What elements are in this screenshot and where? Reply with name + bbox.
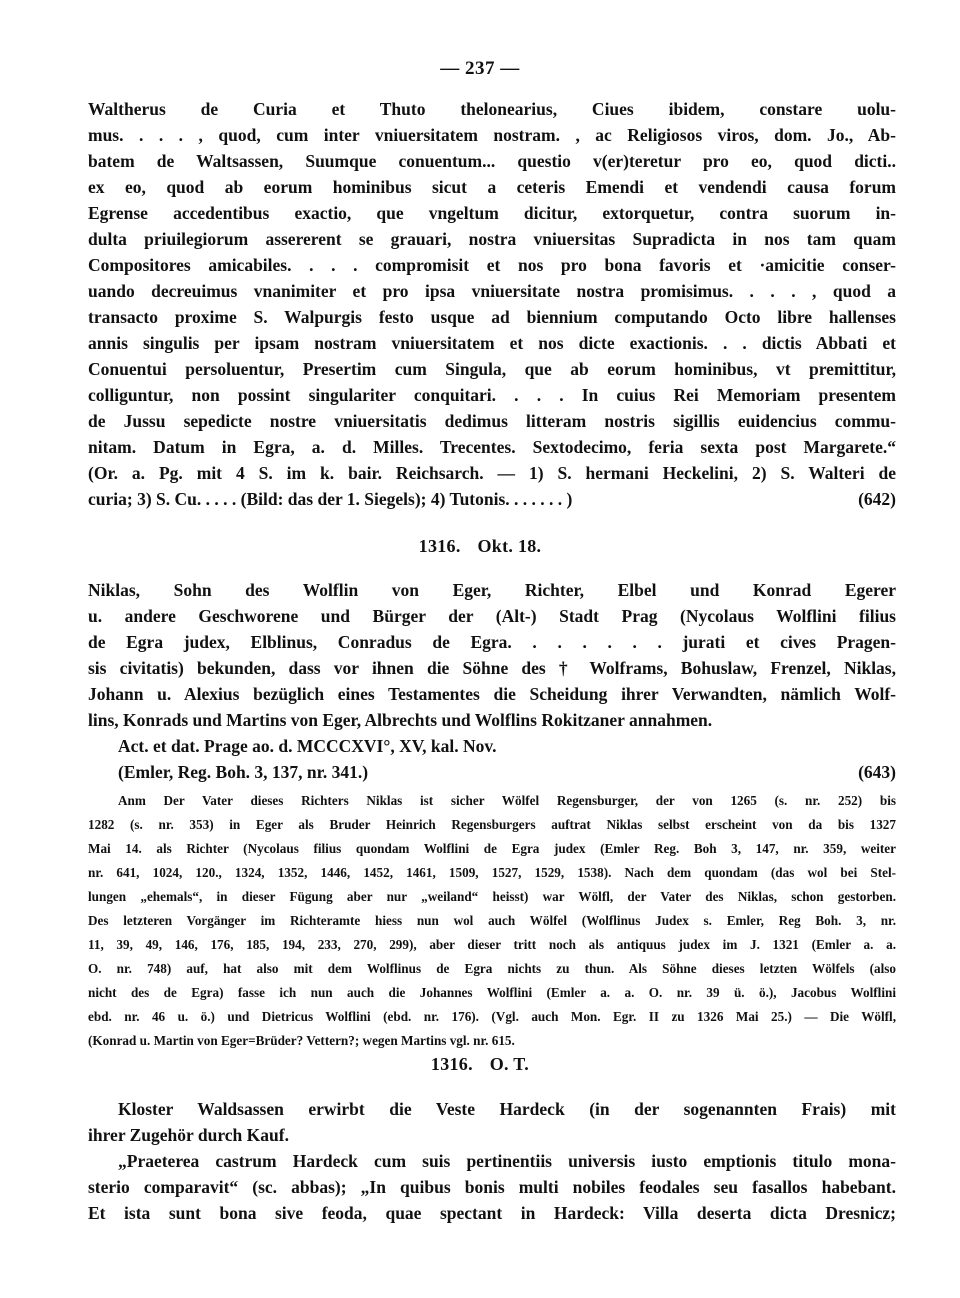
note-line: lungen „ehemals“, in dieser Fügung aber nur „weiland“ heisst) war Wölfl, der Vater des Niklas, schon gestorben.: [88, 889, 896, 904]
text-line: uando decreuimus vnanimiter et pro ipsa vniuersitate nostra promisimus. . . . , quod a: [88, 281, 896, 301]
document-644-body: [88, 1096, 896, 1226]
text-line: u. andere Geschworene und Bürger der (Alt-) Stadt Prag (Nycolaus Wolflini filius: [88, 606, 896, 626]
document-643-body: [88, 577, 896, 785]
text-line: (Or. a. Pg. mit 4 S. im k. bair. Reichsarch. — 1) S. hermani Heckelini, 2) S. Walteri de: [88, 463, 896, 483]
note-line: Des letzteren Vorgänger im Richteramte hiess nun wol auch Wölfel (Wolflinus Judex s. Emler, Reg Boh. 3, nr.: [88, 913, 896, 928]
note-line: O. nr. 748) auf, hat also mit dem Wolflinus de Egra nichts zu thun. Als Söhne dieses letzten Wölfels (also: [88, 961, 896, 976]
text-line: (Emler, Reg. Boh. 3, 137, nr. 341.): [118, 762, 369, 782]
note-line: nicht des de Egra) fasse ich nun auch die Johannes Wolflini (Emler a. a. O. nr. 39 ü. ö.), Jacobus Wolflini: [88, 985, 896, 1000]
heading-date: 1316.: [418, 536, 461, 556]
document-644-heading: [0, 1054, 960, 1075]
document-number: (643): [858, 762, 896, 782]
text-line: dulta priuilegiorum assererent se grauari, nostra vniuersitas Supradicta in nos tam quam: [88, 229, 896, 249]
document-643-note: [88, 789, 896, 1053]
text-line: Johann u. Alexius bezüglich eines Testamentes die Scheidung ihrer Verwandten, nämlich Wolf-: [88, 684, 896, 704]
text-line: Egrense accedentibus exactio, que vngeltum dicitur, extorquetur, contra suorum in-: [88, 203, 896, 223]
note-line: 1282 (s. nr. 353) in Eger als Bruder Heinrich Regensburgers auftrat Niklas selbst erscheint von da bis 1327: [88, 817, 896, 832]
text-line: ex eo, quod ab eorum hominibus sicut a ceteris Emendi et vendendi causa forum: [88, 177, 896, 197]
text-line: Waltherus de Curia et Thuto thelonearius, Ciues ibidem, constare uolu-: [88, 99, 896, 119]
text-line: mus. . . . , quod, cum inter vniuersitatem nostram. , ac Religiosos viros, dom. Jo., Ab-: [88, 125, 896, 145]
heading-date: 1316.: [430, 1054, 473, 1074]
text-line: curia; 3) S. Cu. . . . . (Bild: das der 1. Siegels); 4) Tutonis. . . . . . . ): [88, 489, 573, 509]
quote-line: „Praeterea castrum Hardeck cum suis pertinentiis universis iusto emptionis titulo mona-: [118, 1151, 896, 1171]
text-line: Compositores amicabiles. . . . compromisit et nos pro bona favoris et ·amicitie conser-: [88, 255, 896, 275]
text-line: transacto proxime S. Walpurgis festo usque ad biennium computando Octo libre hallenses: [88, 307, 896, 327]
text-line: lins, Konrads und Martins von Eger, Albrechts und Wolflins Rokitzaner annahmen.: [88, 710, 713, 730]
note-line: nr. 641, 1024, 120., 1324, 1352, 1446, 1452, 1461, 1509, 1527, 1529, 1538). Nach dem quondam (das wol bei Stel-: [88, 865, 896, 880]
note-line: (Konrad u. Martin von Eger=Brüder? Vettern?; wegen Martins vgl. nr. 615.: [88, 1033, 515, 1048]
note-line: ebd. nr. 46 u. ö.) und Dietricus Wolflini (ebd. nr. 176). (Vgl. auch Mon. Egr. II zu 1326 Mai 25.) — Die Wölfl,: [88, 1009, 896, 1024]
text-line: sis civitatis) bekunden, dass vor ihnen die Söhne des † Wolframs, Bohuslaw, Frenzel, Niklas,: [88, 658, 896, 678]
note-line: 11, 39, 49, 146, 176, 185, 194, 233, 270, 299), aber dieser tritt noch als antiquus judex im J. 1321 (Emler a. a.: [88, 937, 896, 952]
text-line: de Jussu sepedicte nostre vniuersitatis dedimus litteram nostris sigillis euidencius commu-: [88, 411, 896, 431]
note-line: Mai 14. als Richter (Nycolaus filius quondam Wolflini de Egra judex (Emler Reg. Boh 3, 147, nr. 359, weiter: [88, 841, 896, 856]
document-643-heading: [0, 536, 960, 557]
text-line: annis singulis per ipsam nostram vniuersitatem et nos dicte exactionis. . . dictis Abbati et: [88, 333, 896, 353]
heading-day: Okt. 18.: [477, 536, 542, 556]
note-line: Anm Der Vater dieses Richters Niklas ist sicher Wölfel Regensburger, der von 1265 (s. nr. 252) bis: [118, 793, 896, 808]
text-line: Niklas, Sohn des Wolflin von Eger, Richter, Elbel und Konrad Egerer: [88, 580, 896, 600]
text-line: nitam. Datum in Egra, a. d. Milles. Trecentes. Sextodecimo, feria sexta post Margarete.“: [88, 437, 896, 457]
heading-day: O. T.: [489, 1054, 530, 1074]
act-line: Act. et dat. Prage ao. d. MCCCXVI°, XV, kal. Nov.: [118, 736, 497, 756]
text-line: colliguntur, non possint singulariter conquitari. . . . In cuius Rei Memoriam presentem: [88, 385, 896, 405]
document-641-end: [88, 96, 896, 512]
text-line: batem de Waltsassen, Suumque conuentum... questio v(er)teretur pro eo, quod dicti..: [88, 151, 896, 171]
text-line: Conuentui persoluentur, Presertim cum Singula, que ab eorum hominibus, vt premittitur,: [88, 359, 896, 379]
text-line: Kloster Waldsassen erwirbt die Veste Hardeck (in der sogenannten Frais) mit: [118, 1099, 896, 1119]
text-line: ihrer Zugehör durch Kauf.: [88, 1125, 289, 1145]
quote-line: sterio comparavit“ (sc. abbas); „In quibus bonis multi nobiles feodales seu fasallos habebant.: [88, 1177, 896, 1197]
text-line-with-number: [88, 759, 896, 785]
text-line: de Egra judex, Elblinus, Conradus de Egra. . . . . . . jurati et cives Pragen-: [88, 632, 896, 652]
document-number: (642): [858, 489, 896, 509]
text-line-with-number: [88, 486, 896, 512]
page-number: — 237 —: [440, 58, 520, 79]
quote-line: Et ista sunt bona sive feoda, quae spectant in Hardeck: Villa deserta dicta Dresnicz;: [88, 1203, 896, 1223]
